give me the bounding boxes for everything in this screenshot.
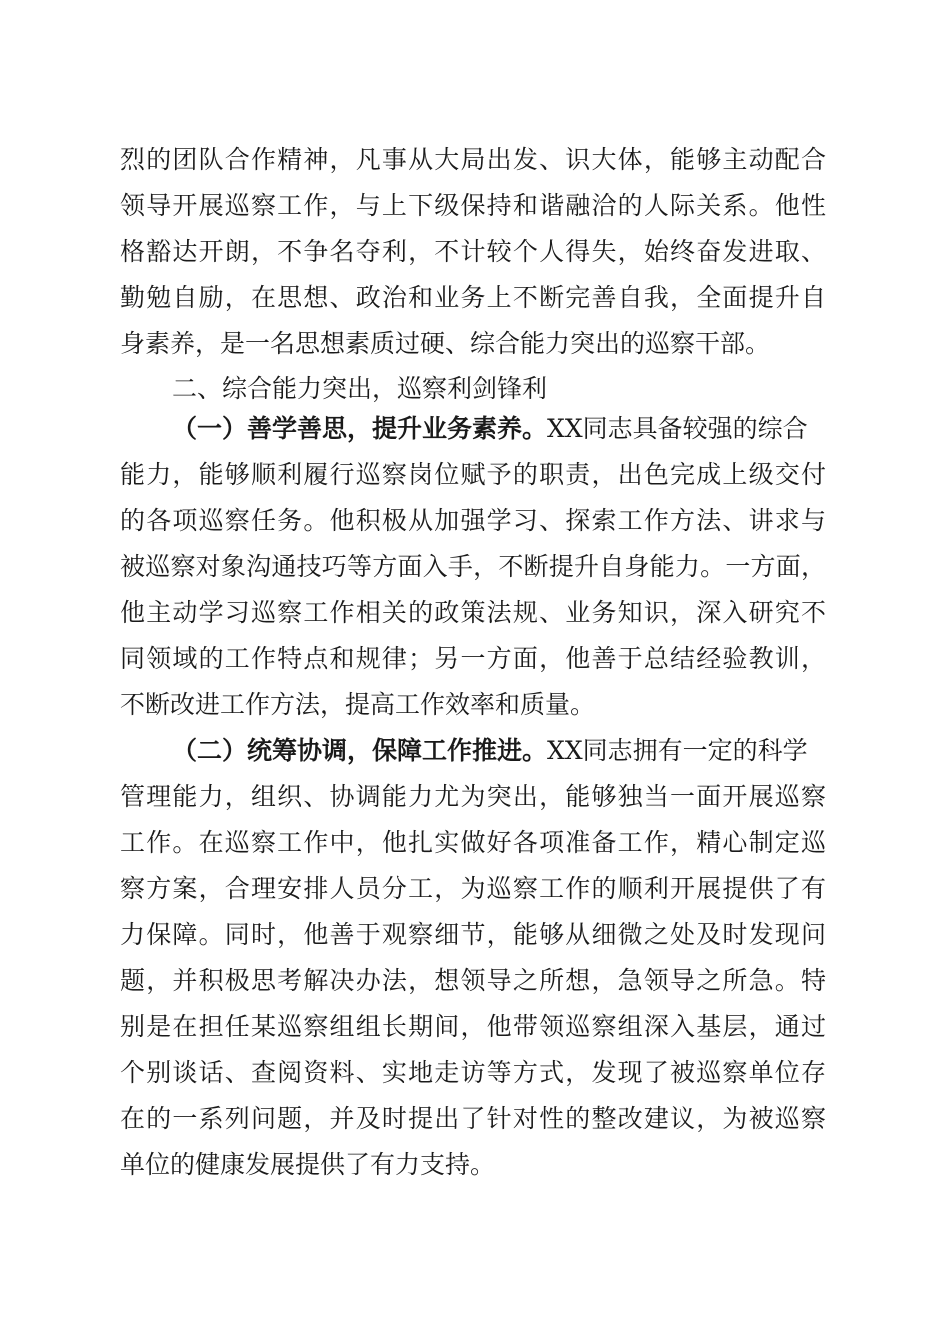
paragraph-line: 工作。在巡察工作中，他扎实做好各项准备工作，精心制定巡	[120, 828, 826, 857]
paragraph-line: 领导开展巡察工作，与上下级保持和谐融洽的人际关系。他性	[120, 191, 826, 220]
paragraph-line: 他主动学习巡察工作相关的政策法规、业务知识，深入研究不	[120, 598, 826, 627]
paragraph-line: 题，并积极思考解决办法，想领导之所想，急领导之所急。特	[120, 966, 826, 995]
paragraph-line: 力保障。同时，他善于观察细节，能够从细微之处及时发现问	[120, 920, 826, 949]
paragraph-line: 能力，能够顺利履行巡察岗位赋予的职责，出色完成上级交付	[120, 460, 826, 489]
paragraph-line: 察方案，合理安排人员分工，为巡察工作的顺利开展提供了有	[120, 874, 826, 903]
paragraph-line: 单位的健康发展提供了有力支持。	[120, 1150, 496, 1179]
paragraph-line: 别是在担任某巡察组组长期间，他带领巡察组深入基层，通过	[120, 1012, 826, 1041]
paragraph-text: XX同志具备较强的综合	[547, 414, 808, 443]
subsection-first-line	[172, 414, 826, 444]
paragraph-line: 的各项巡察任务。他积极从加强学习、探索工作方法、讲求与	[120, 506, 826, 535]
subsection-first-line	[172, 736, 826, 766]
paragraph-line: 勤勉自励，在思想、政治和业务上不断完善自我，全面提升自	[120, 283, 826, 312]
paragraph-line: 不断改进工作方法，提高工作效率和质量。	[120, 690, 596, 719]
paragraph-line: 在的一系列问题，并及时提出了针对性的整改建议，为被巡察	[120, 1104, 826, 1133]
paragraph-line: 身素养，是一名思想素质过硬、综合能力突出的巡察干部。	[120, 329, 771, 358]
paragraph-line: 管理能力，组织、协调能力尤为突出，能够独当一面开展巡察	[120, 782, 826, 811]
subsection-title: （一）善学善思，提升业务素养。	[172, 414, 548, 443]
paragraph-line: 同领域的工作特点和规律；另一方面，他善于总结经验教训，	[120, 644, 826, 673]
paragraph-line: 烈的团队合作精神，凡事从大局出发、识大体，能够主动配合	[120, 145, 826, 174]
paragraph-text: XX同志拥有一定的科学	[547, 736, 808, 765]
paragraph-line: 被巡察对象沟通技巧等方面入手，不断提升自身能力。一方面，	[120, 552, 826, 581]
paragraph-line: 个别谈话、查阅资料、实地走访等方式，发现了被巡察单位存	[120, 1058, 826, 1087]
paragraph-line: 格豁达开朗，不争名夺利，不计较个人得失，始终奋发进取、	[120, 237, 826, 266]
subsection-title: （二）统筹协调，保障工作推进。	[172, 736, 548, 765]
section-heading: 二、综合能力突出，巡察利剑锋利	[172, 374, 548, 403]
